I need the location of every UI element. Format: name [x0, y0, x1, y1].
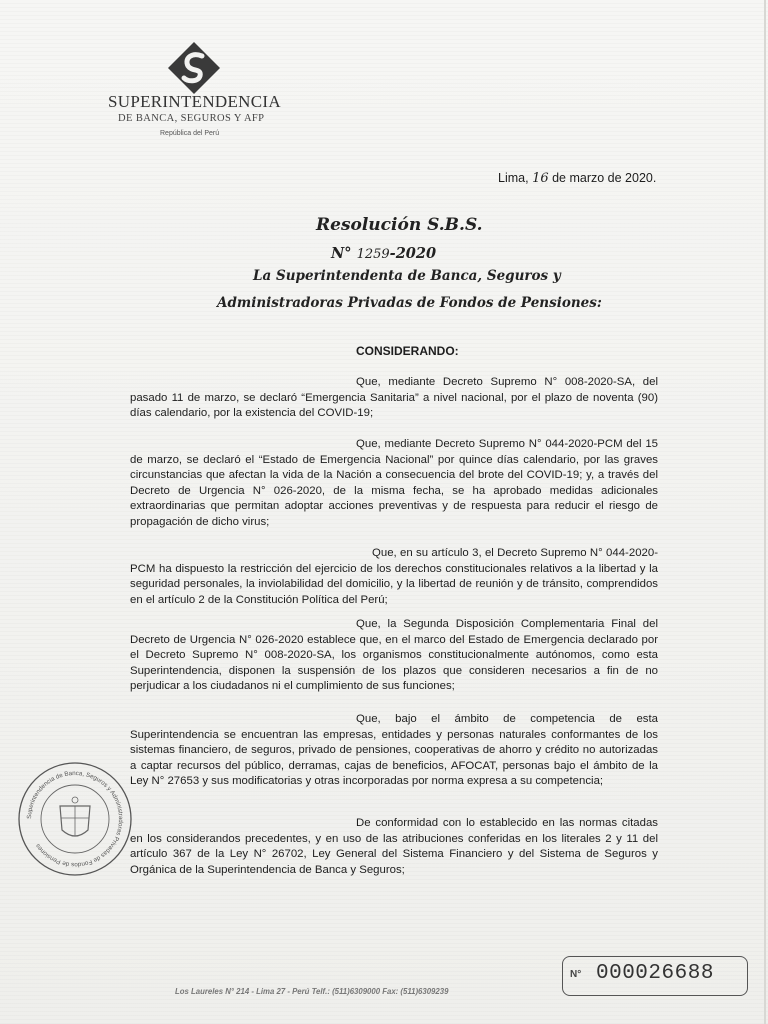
serial-number: 000026688	[596, 962, 714, 985]
resolution-number-handwritten: 1259	[356, 247, 390, 262]
serial-prefix: N°	[570, 969, 582, 980]
letterhead-subtitle: DE BANCA, SEGUROS Y AFP	[118, 113, 265, 124]
considerando-heading: CONSIDERANDO:	[356, 344, 459, 358]
resolution-number-prefix: N°	[331, 245, 352, 262]
letterhead-country: República del Perú	[160, 130, 220, 137]
seal-ring-text: Superintendencia de Banca, Seguros y Administradoras Privadas de Fondos de Pensiones	[25, 769, 125, 869]
paragraph-2: Que, mediante Decreto Supremo N° 044-2020-PCM del 15 de marzo, se declaró el “Estado de Emergencia Nacional” por quince días calendario, por las graves circunstancias que afectan la vida de la Nación a consecuencia del brote del COVID-19; y, a través del Decreto de Urgencia N° 026-2020, de la misma fecha, se ha aprobado medidas adicionales extraordinarias que permitan adoptar acciones preventivas y de respuesta para reducir el riesgo de propagación de dicho virus;	[130, 438, 658, 528]
paragraph-6: De conformidad con lo establecido en las normas citadas en los considerandos precedentes, y en uso de las atribuciones conferidas en los literales 2 y 11 del artículo 367 de la Ley N° 26702, Ley General del Sistema Financiero y del Sistema de Seguros y Orgánica de la Superintendencia de Banca y Seguros;	[130, 817, 658, 876]
resolution-authority-line2: Administradoras Privadas de Fondos de Pensiones:	[217, 295, 602, 311]
paragraph-1: Que, mediante Decreto Supremo N° 008-2020-SA, del pasado 11 de marzo, se declaró “Emergencia Sanitaria” a nivel nacional, por el plazo de noventa (90) días calendario, por la existencia del COVID-19;	[130, 376, 658, 420]
footer-address: Los Laureles N° 214 - Lima 27 - Perú Telf.: (511)6309000 Fax: (511)6309239	[175, 987, 449, 996]
paragraph-5: Que, bajo el ámbito de competencia de esta Superintendencia se encuentran las empresas, entidades y personas naturales conformantes de los sistemas financiero, de seguros, privado de pensiones, cooperativas de ahorro y crédito no autorizadas a captar recursos del público, derramas, cajas de beneficios, AFOCAT, personas bajo el ámbito de la Ley N° 27653 y sus modificatorias y otras incorporadas por norma expresa a su competencia;	[130, 713, 658, 788]
resolution-authority-line1: La Superintendenta de Banca, Seguros y	[253, 268, 561, 284]
date-suffix: de marzo de 2020.	[552, 171, 657, 185]
official-seal-stamp	[16, 760, 134, 878]
paragraph-4: Que, la Segunda Disposición Complementaria Final del Decreto de Urgencia N° 026-2020 establece que, en el marco del Estado de Emergencia declarado por el Decreto Supremo N° 008-2020-SA, los organismos constitucionalmente autónomos, como esta Superintendencia, disponen la suspensión de los plazos que consideren necesarios a fin de no perjudicar a los ciudadanos ni el cumplimiento de sus funciones;	[130, 618, 658, 693]
date-day-handwritten: 16	[532, 171, 549, 186]
paragraph-3: Que, en su artículo 3, el Decreto Supremo N° 044-2020-PCM ha dispuesto la restricción del ejercicio de los derechos constitucionales relativos a la libertad y la seguridad personales, la inviolabilidad del domicilio, y la libertad de reunión y de tránsito, comprendidos en el artículo 2 de la Constitución Política del Perú;	[130, 547, 658, 606]
document-date	[498, 171, 656, 186]
date-prefix: Lima,	[498, 171, 529, 185]
sbs-logo-icon	[166, 40, 222, 96]
resolution-title: Resolución S.B.S.	[316, 215, 483, 235]
page-edge	[764, 0, 766, 1024]
resolution-number	[331, 245, 436, 262]
letterhead-name: SUPERINTENDENCIA	[108, 92, 281, 111]
resolution-number-suffix: -2020	[389, 245, 437, 262]
